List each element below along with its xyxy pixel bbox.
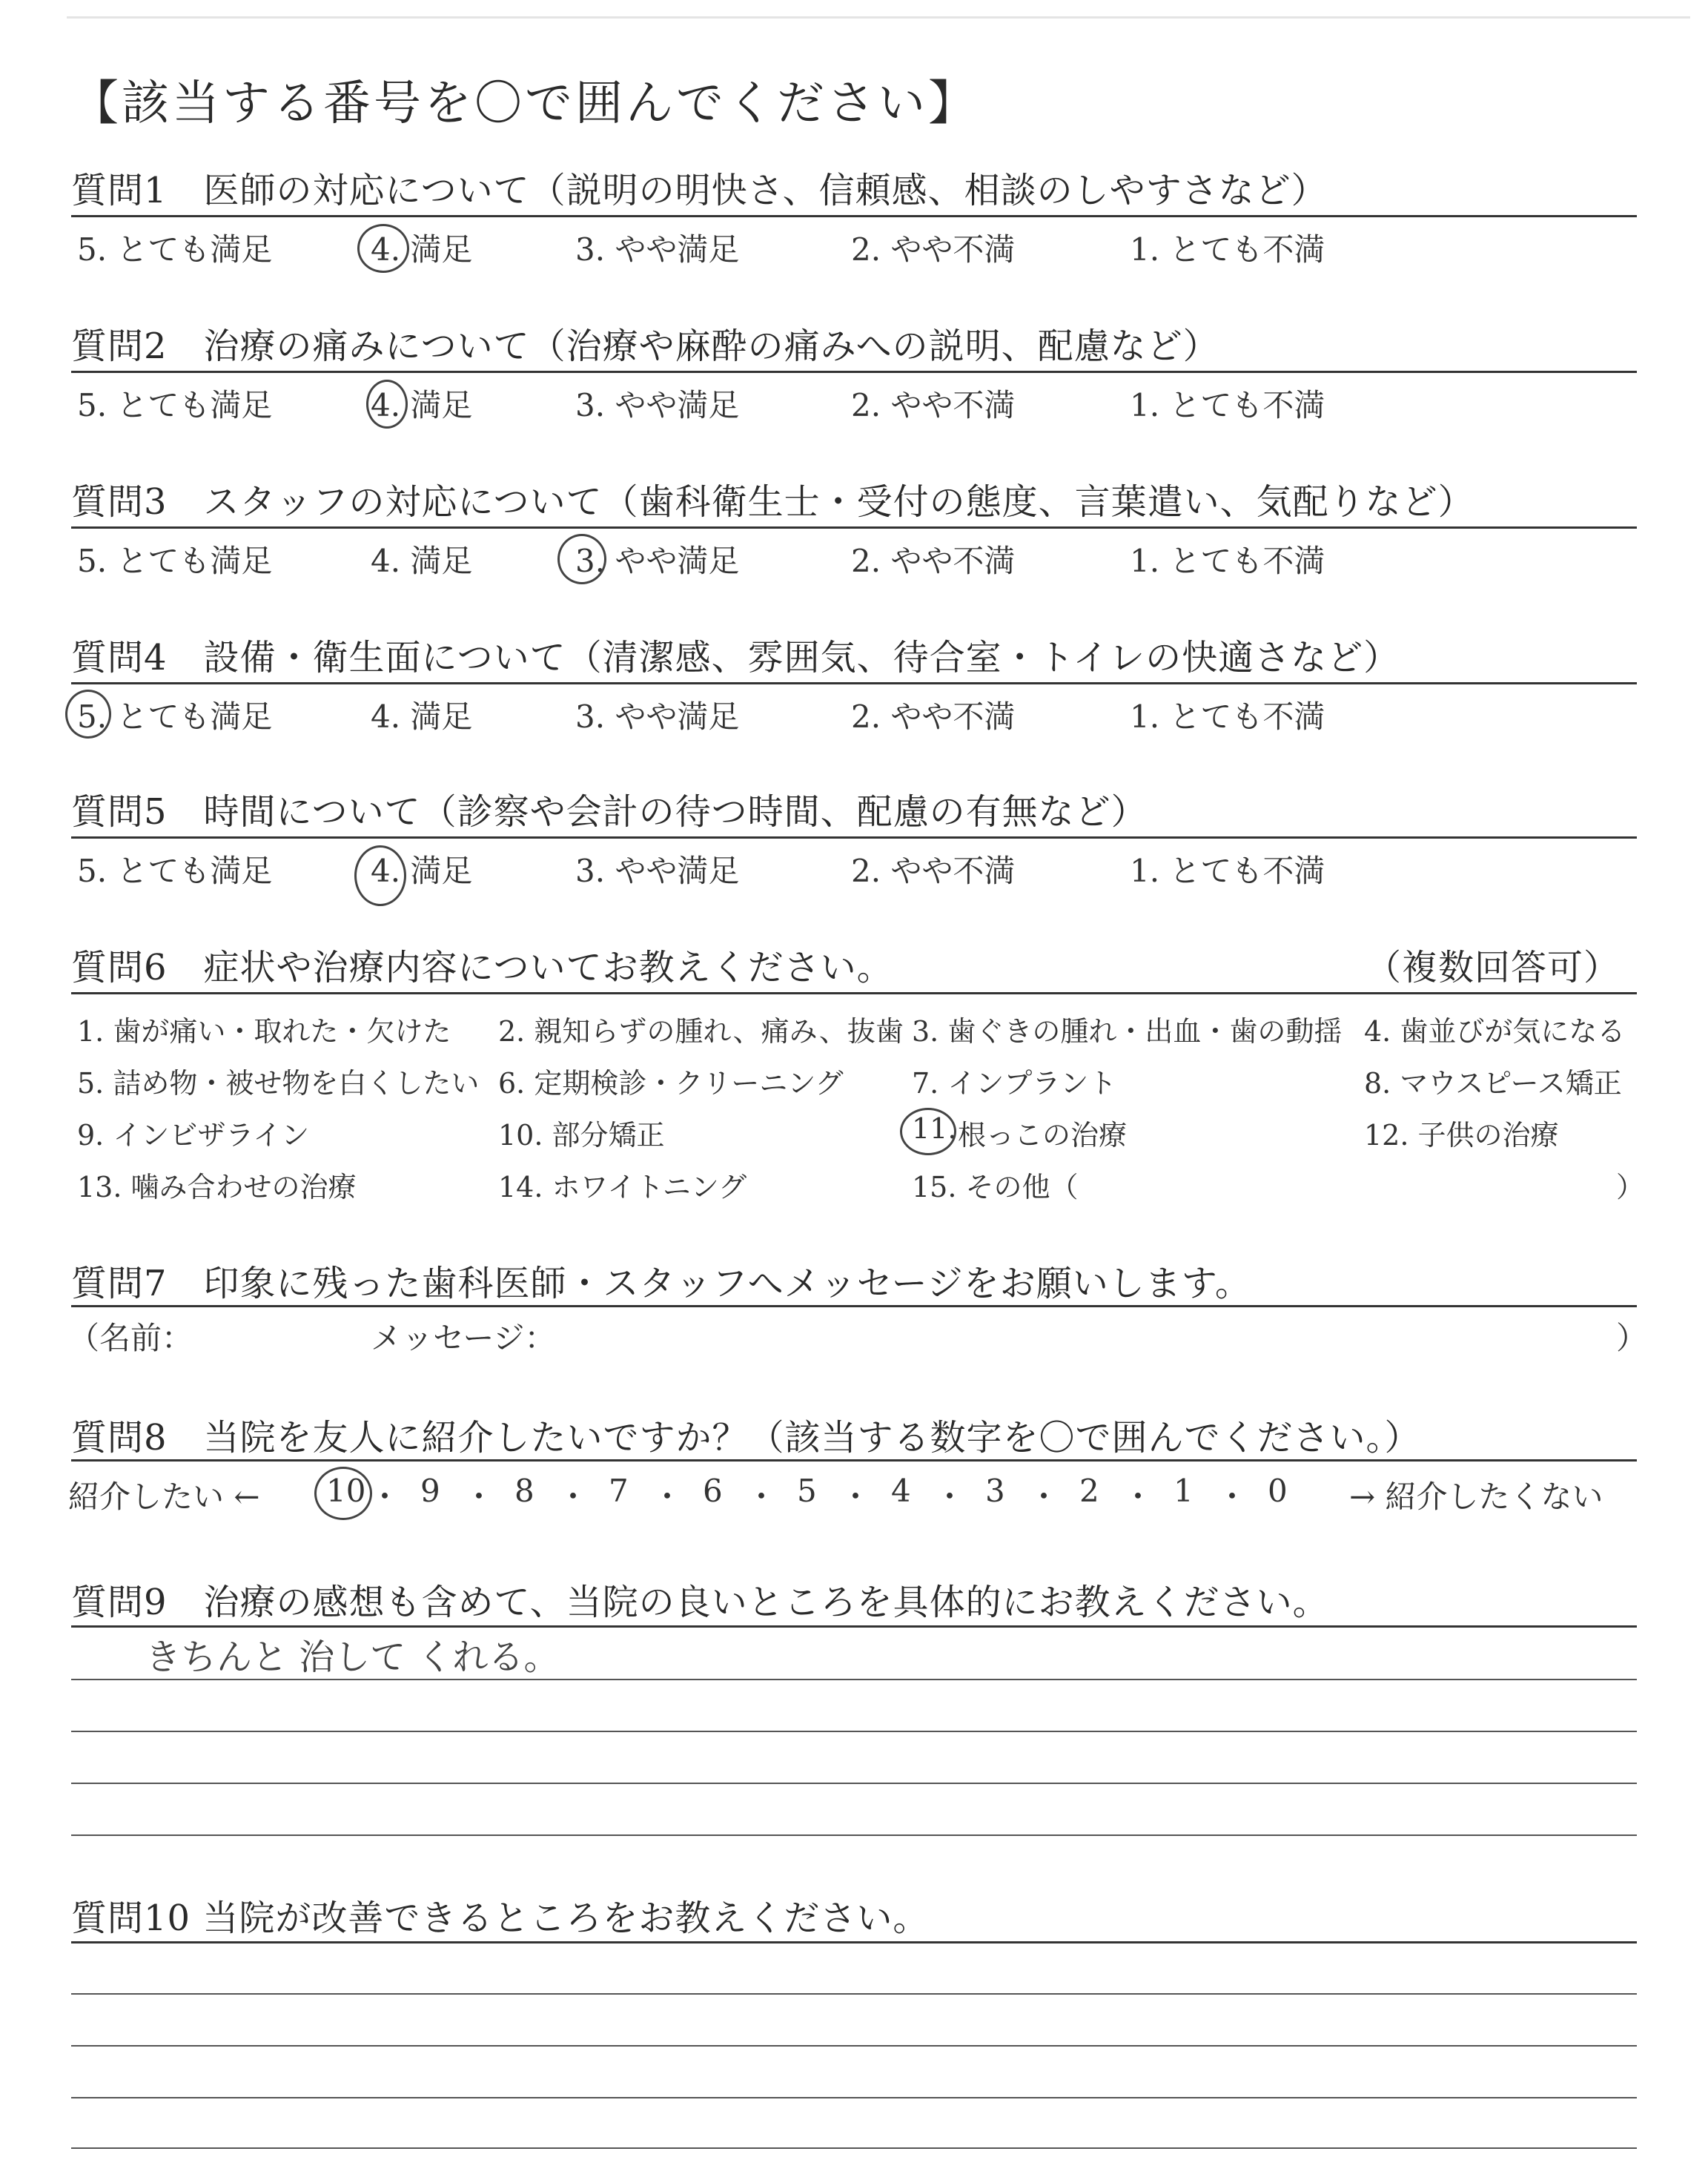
q6-option-1[interactable]: 1. 歯が痛い・取れた・欠けた <box>77 1015 451 1048</box>
q8-answer-circle <box>314 1467 372 1520</box>
q5-option-2[interactable]: 2. やや不満 <box>851 853 1016 889</box>
q4-option-2[interactable]: 2. やや不満 <box>851 698 1016 735</box>
q6-option-15-close: ） <box>1616 1171 1645 1203</box>
q6-option-5[interactable]: 5. 詰め物・被せ物を白くしたい <box>77 1067 480 1100</box>
page-title: 【該当する番号を〇で囲んでください】 <box>71 76 979 131</box>
q5-title: 質問5 時間について（診察や会計の待つ時間、配慮の有無など） <box>71 791 1148 833</box>
q9-title: 質問9 治療の感想も含めて、当院の良いところを具体的にお教えください。 <box>71 1582 1329 1623</box>
q1-answer-circle <box>357 224 409 273</box>
q2-option-2[interactable]: 2. やや不満 <box>851 387 1016 423</box>
q1-rule <box>71 215 1637 217</box>
q8-separator-dot: ・ <box>369 1479 401 1515</box>
q8-number-1[interactable]: 1 <box>1174 1473 1194 1509</box>
q3-answer-circle <box>557 534 606 584</box>
q6-answer-circle <box>900 1108 956 1155</box>
q8-number-7[interactable]: 7 <box>609 1473 629 1509</box>
q1-option-5[interactable]: 5. とても満足 <box>77 231 273 268</box>
q8-recommend-label: 紹介したい ← <box>68 1479 260 1515</box>
q8-separator-dot: ・ <box>652 1479 683 1515</box>
q10-answer-line <box>71 2045 1637 2047</box>
q4-answer-circle <box>65 690 111 739</box>
q6-option-2[interactable]: 2. 親知らずの腫れ、痛み、抜歯 <box>498 1015 904 1048</box>
q5-option-1[interactable]: 1. とても不満 <box>1130 853 1325 889</box>
top-border <box>67 16 1690 19</box>
q1-option-1[interactable]: 1. とても不満 <box>1130 231 1325 268</box>
q7-rule <box>71 1305 1637 1307</box>
q10-answer-line <box>71 2147 1637 2149</box>
q9-answer-line <box>71 1731 1637 1732</box>
q8-number-9[interactable]: 9 <box>420 1473 440 1509</box>
q2-option-3[interactable]: 3. やや満足 <box>575 387 740 423</box>
q4-title: 質問4 設備・衛生面について（清潔感、雰囲気、待合室・トイレの快適さなど） <box>71 637 1400 678</box>
q4-option-5[interactable]: 5. とても満足 <box>77 698 273 735</box>
q9-answer-line <box>71 1834 1637 1836</box>
q6-option-11-number[interactable]: 11. <box>912 1112 957 1145</box>
q9-answer-line <box>71 1679 1637 1680</box>
q8-rule <box>71 1459 1637 1462</box>
q1-option-2[interactable]: 2. やや不満 <box>851 231 1016 268</box>
q8-separator-dot: ・ <box>557 1479 589 1515</box>
q6-multi-answer-note: （複数回答可） <box>1366 947 1621 988</box>
q8-number-5[interactable]: 5 <box>797 1473 817 1509</box>
q6-title: 質問6 症状や治療内容についてお教えください。 <box>71 947 893 988</box>
q8-separator-dot: ・ <box>746 1479 778 1515</box>
q8-separator-dot: ・ <box>1217 1479 1248 1515</box>
q8-separator-dot: ・ <box>840 1479 872 1515</box>
q7-close-paren: ） <box>1616 1320 1648 1356</box>
q6-option-8[interactable]: 8. マウスピース矯正 <box>1364 1067 1622 1100</box>
q8-separator-dot: ・ <box>1122 1479 1154 1515</box>
q8-not-recommend-label: → 紹介したくない <box>1349 1479 1603 1515</box>
q8-separator-dot: ・ <box>1028 1479 1060 1515</box>
q5-rule <box>71 836 1637 839</box>
q9-handwritten-answer[interactable]: きちんと 治して くれる。 <box>145 1636 560 1678</box>
q8-number-0[interactable]: 0 <box>1268 1473 1288 1509</box>
q4-option-1[interactable]: 1. とても不満 <box>1130 698 1325 735</box>
q6-option-11-label[interactable]: 根っこの治療 <box>958 1119 1128 1152</box>
q2-rule <box>71 371 1637 373</box>
q4-option-3[interactable]: 3. やや満足 <box>575 698 740 735</box>
q6-option-9[interactable]: 9. インビザライン <box>77 1119 310 1152</box>
q1-option-4[interactable]: 4. 満足 <box>371 231 473 268</box>
q2-title: 質問2 治療の痛みについて（治療や麻酔の痛みへの説明、配慮など） <box>71 326 1219 367</box>
q1-option-3[interactable]: 3. やや満足 <box>575 231 740 268</box>
q6-option-10[interactable]: 10. 部分矯正 <box>498 1119 665 1152</box>
q8-number-8[interactable]: 8 <box>514 1473 534 1509</box>
q8-separator-dot: ・ <box>934 1479 966 1515</box>
q2-option-4[interactable]: 4. 満足 <box>371 387 473 423</box>
q2-option-5[interactable]: 5. とても満足 <box>77 387 273 423</box>
q3-option-1[interactable]: 1. とても不満 <box>1130 543 1325 579</box>
q8-number-10[interactable]: 10 <box>326 1473 366 1509</box>
q1-title: 質問1 医師の対応について（説明の明快さ、信頼感、相談のしやすさなど） <box>71 170 1328 211</box>
q5-answer-circle <box>354 845 406 906</box>
q6-option-15[interactable]: 15. その他（ <box>912 1171 1079 1203</box>
q10-title: 質問10 当院が改善できるところをお教えください。 <box>71 1898 930 1939</box>
q2-option-1[interactable]: 1. とても不満 <box>1130 387 1325 423</box>
q7-title: 質問7 印象に残った歯科医師・スタッフへメッセージをお願いします。 <box>71 1263 1251 1304</box>
q3-option-3[interactable]: 3. やや満足 <box>575 543 740 579</box>
q3-option-4[interactable]: 4. 満足 <box>371 543 473 579</box>
q5-option-4[interactable]: 4. 満足 <box>371 853 473 889</box>
q10-answer-line <box>71 1993 1637 1995</box>
q6-option-13[interactable]: 13. 噛み合わせの治療 <box>77 1171 357 1203</box>
q2-answer-circle <box>366 380 408 429</box>
q8-number-3[interactable]: 3 <box>985 1473 1005 1509</box>
q4-rule <box>71 682 1637 684</box>
q10-answer-line <box>71 2097 1637 2098</box>
q6-option-3[interactable]: 3. 歯ぐきの腫れ・出血・歯の動揺 <box>912 1015 1343 1048</box>
q6-option-7[interactable]: 7. インプラント <box>912 1067 1117 1100</box>
q3-option-2[interactable]: 2. やや不満 <box>851 543 1016 579</box>
q6-option-14[interactable]: 14. ホワイトニング <box>498 1171 747 1203</box>
q6-rule <box>71 992 1637 994</box>
q3-rule <box>71 526 1637 529</box>
q8-separator-dot: ・ <box>463 1479 495 1515</box>
q8-number-4[interactable]: 4 <box>891 1473 911 1509</box>
q6-option-4[interactable]: 4. 歯並びが気になる <box>1364 1015 1626 1048</box>
q9-answer-line <box>71 1783 1637 1784</box>
q8-number-6[interactable]: 6 <box>703 1473 723 1509</box>
q5-option-3[interactable]: 3. やや満足 <box>575 853 740 889</box>
q8-title: 質問8 当院を友人に紹介したいですか？（該当する数字を〇で囲んでください。） <box>71 1417 1421 1459</box>
q7-message-label: メッセージ： <box>371 1320 556 1356</box>
q3-title: 質問3 スタッフの対応について（歯科衛生士・受付の態度、言葉遣い、気配りなど） <box>71 481 1474 523</box>
q5-option-5[interactable]: 5. とても満足 <box>77 853 273 889</box>
q8-number-2[interactable]: 2 <box>1079 1473 1099 1509</box>
q4-option-4[interactable]: 4. 満足 <box>371 698 473 735</box>
q7-name-label: （名前： <box>68 1320 193 1356</box>
q10-rule <box>71 1941 1637 1943</box>
q6-option-6[interactable]: 6. 定期検診・クリーニング <box>498 1067 844 1100</box>
q6-option-12[interactable]: 12. 子供の治療 <box>1364 1119 1559 1152</box>
q3-option-5[interactable]: 5. とても満足 <box>77 543 273 579</box>
q9-rule <box>71 1625 1637 1628</box>
